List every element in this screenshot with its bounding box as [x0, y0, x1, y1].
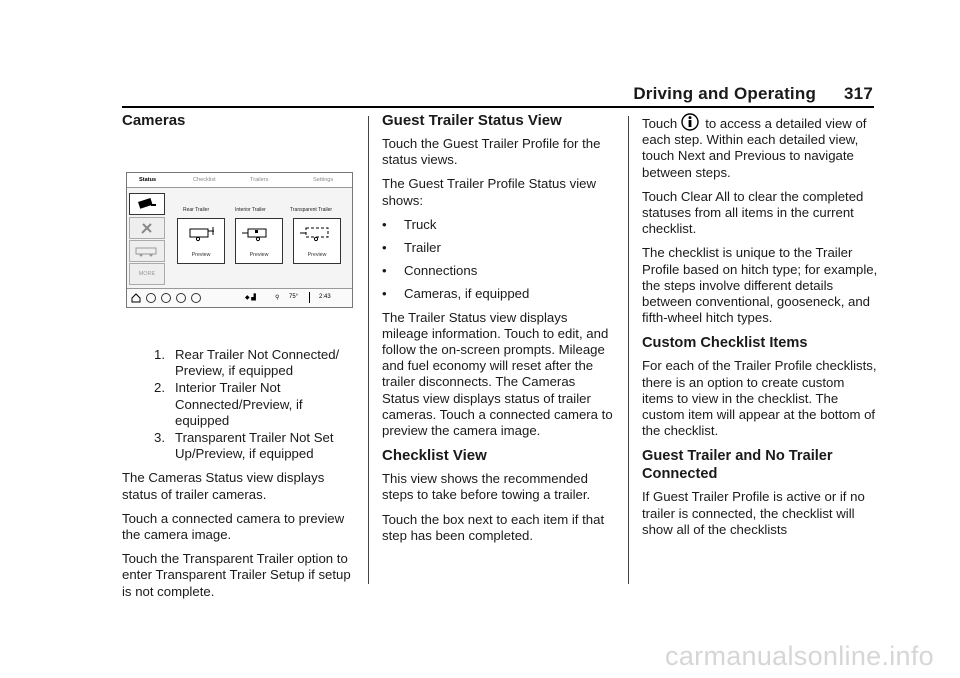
section-title: Driving and Operating	[633, 84, 817, 103]
paragraph: Touch the box next to each item if that step has been completed.	[382, 511, 605, 543]
more-label: MORE	[138, 271, 156, 277]
paragraph: The Cameras Status view displays status of trailer cameras.	[122, 470, 325, 502]
column-divider	[628, 116, 629, 584]
paragraph: For each of the Trailer Profile checklists, there is an option to create custom items to view in the checklist. The custom item will appear at the bottom of the checklist.	[642, 358, 877, 439]
paragraph: Touch the Guest Trailer Profile for the status views.	[382, 136, 601, 168]
rear-trailer-camera-tile[interactable]	[177, 218, 225, 264]
status-divider	[309, 292, 310, 303]
tools-icon	[139, 221, 155, 235]
tools-side-button[interactable]	[129, 217, 165, 239]
custom-checklist-heading: Custom Checklist Items	[642, 335, 808, 352]
audio-icon[interactable]	[176, 293, 186, 303]
camera-icon	[137, 198, 157, 210]
settings-icon[interactable]	[191, 293, 201, 303]
transparent-trailer-icon	[294, 219, 340, 245]
watermark: carmanualsonline.info	[665, 641, 934, 671]
column-2	[382, 112, 614, 552]
interior-trailer-label: Interior Trailer	[235, 207, 266, 213]
info-icon	[679, 112, 701, 132]
tab-settings[interactable]: Settings	[313, 177, 334, 183]
signal-icon: ◆ ▟	[245, 295, 256, 301]
home-icon[interactable]	[130, 292, 142, 304]
location-icon: ⚲	[275, 295, 280, 301]
list-item: • Truck	[382, 216, 437, 232]
cameras-heading: Cameras	[122, 112, 186, 129]
column-3	[642, 112, 878, 546]
list-item: 1. Rear Trailer Not Connected/ Preview, if equipped	[154, 347, 340, 379]
camera-callout-list	[154, 347, 360, 462]
preview-label: Preview	[249, 252, 269, 258]
page-number: 317	[844, 84, 873, 103]
paragraph: Touch the Transparent Trailer option to enter Transparent Trailer Setup if setup is not complete.	[122, 551, 351, 599]
column-1	[122, 112, 360, 136]
paragraph: This view shows the recommended steps to take before towing a trailer.	[382, 471, 591, 503]
paragraph: Touch to access a detailed view of each step. Within each detailed view, touch Next and Previous to navigate between steps.	[642, 112, 878, 181]
list-item: 3. Transparent Trailer Not Set Up/Preview, if equipped	[154, 430, 334, 462]
preview-label: Preview	[307, 252, 327, 258]
preview-label: Preview	[191, 252, 211, 258]
list-item: • Trailer	[382, 240, 441, 256]
tab-status[interactable]: Status	[139, 177, 157, 183]
guest-trailer-status-heading: Guest Trailer Status View	[382, 112, 562, 129]
transparent-trailer-label: Transparent Trailer	[290, 207, 333, 213]
trailer-side-button[interactable]	[129, 240, 165, 262]
paragraph: Touch a connected camera to preview the camera image.	[122, 510, 345, 543]
trailer-status-screen	[126, 172, 353, 308]
navigation-icon[interactable]	[161, 293, 171, 303]
temperature: 75°	[289, 294, 299, 300]
paragraph: If Guest Trailer Profile is active or if no trailer is connected, the checklist will show all of the checklists	[642, 489, 865, 537]
paragraph: The Guest Trailer Profile Status view shows:	[382, 176, 597, 208]
more-side-button[interactable]	[129, 263, 165, 285]
paragraph: Touch Clear All to clear the completed statuses from all items in the current checklist.	[642, 188, 864, 237]
screen-tab-bar	[127, 173, 352, 188]
page-header	[633, 84, 873, 104]
list-item: 2. Interior Trailer Not Connected/Preview, if equipped	[154, 380, 303, 428]
tab-checklist[interactable]: Checklist	[193, 177, 216, 183]
column-divider	[368, 116, 369, 584]
rear-trailer-label: Rear Trailer	[183, 207, 210, 213]
guest-trailer-no-trailer-heading: Guest Trailer and No Trailer Connected	[642, 448, 833, 483]
column-1-body	[122, 347, 360, 608]
tab-trailers[interactable]: Trailers	[250, 177, 269, 183]
checklist-view-heading: Checklist View	[382, 447, 487, 465]
trailer-icon	[134, 245, 160, 257]
paragraph: The Trailer Status view displays mileage information. Touch to edit, and follow the on-screen prompts. Mileage and fuel economy will reset after the trailer disconnects. The Cameras Status view displays status of trailer cameras. Touch a connected camera to preview the camera image.	[382, 309, 613, 439]
rear-trailer-icon	[178, 219, 224, 245]
list-item: • Connections	[382, 263, 478, 279]
interior-trailer-icon	[236, 219, 282, 245]
list-item: • Cameras, if equipped	[382, 286, 530, 302]
paragraph: The checklist is unique to the Trailer Profile based on hitch type; for example, the steps involve different details between conventional, gooseneck, and fifth-wheel hitch types.	[642, 245, 878, 326]
phone-icon[interactable]	[146, 293, 156, 303]
header-rule	[122, 106, 874, 108]
status-bar	[127, 288, 352, 307]
transparent-trailer-camera-tile[interactable]	[293, 218, 341, 264]
clock: 2:43	[319, 294, 331, 300]
interior-trailer-camera-tile[interactable]	[235, 218, 283, 264]
camera-side-button[interactable]	[129, 193, 165, 215]
